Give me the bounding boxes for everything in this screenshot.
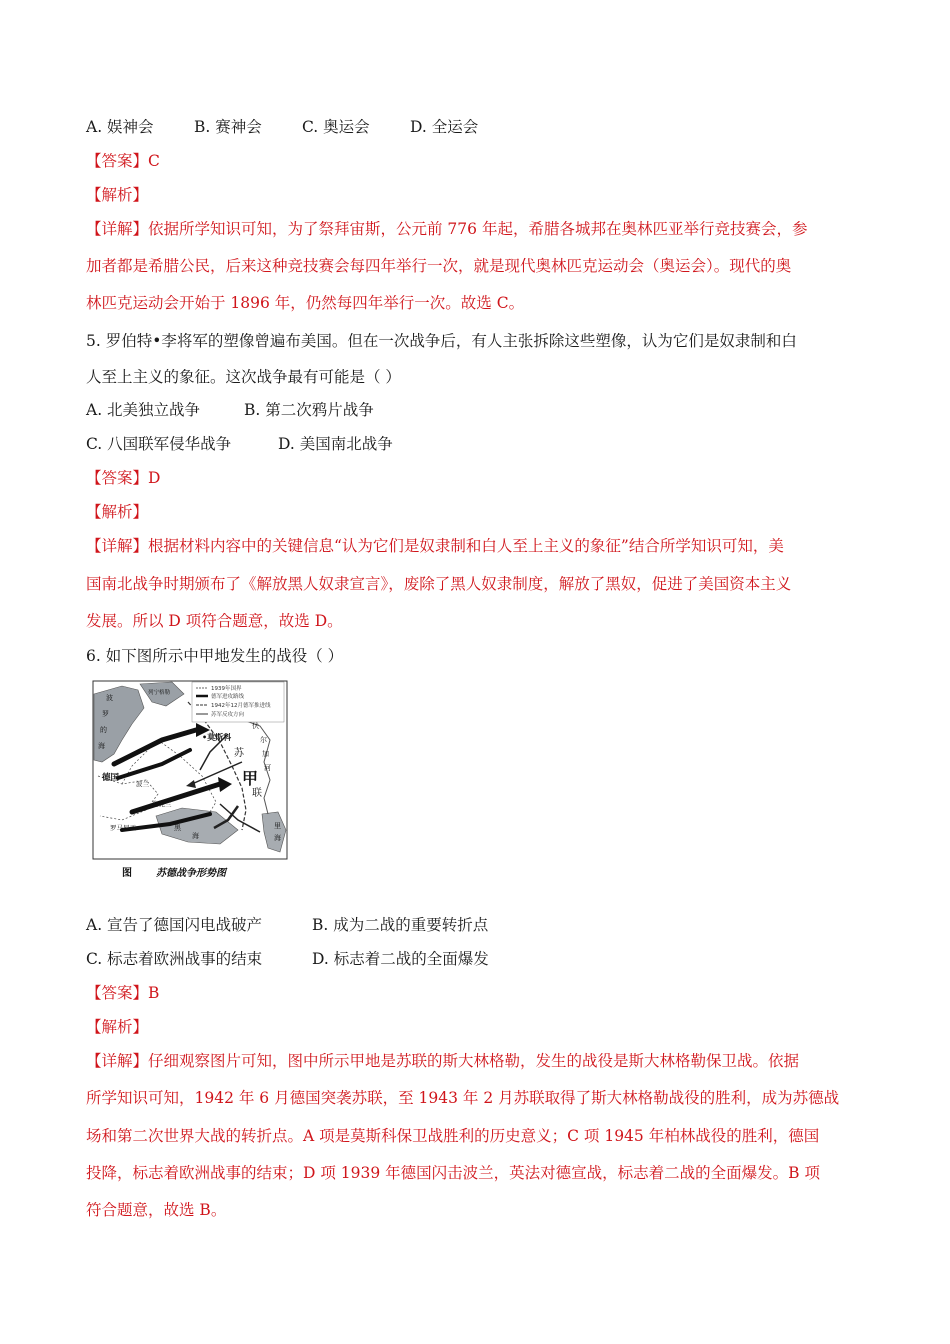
map-label-baltic-4: 海 <box>98 742 105 750</box>
map-label-caspian-2: 海 <box>274 834 281 842</box>
q5-analysis-label: 【解析】 <box>86 503 149 521</box>
q4-option-c: C. 奥运会 <box>302 118 370 136</box>
map-label-su: 苏 <box>234 748 244 759</box>
map-label-moscow: •莫斯科 <box>202 733 232 742</box>
q5-option-c: C. 八国联军侵华战争 <box>86 435 232 453</box>
map-label-baltic-1: 波 <box>106 694 113 702</box>
q6-option-a: A. 宣告了德国闪电战破产 <box>86 916 263 934</box>
q6-option-c: C. 标志着欧洲战事的结束 <box>86 950 263 968</box>
q6-detail-line-1: 【详解】仔细观察图片可知，图中所示甲地是苏联的斯大林格勒，发生的战役是斯大林格勒保卫战。依据 <box>86 1052 800 1070</box>
q4-answer: 【答案】C <box>86 152 160 170</box>
map-label-volga-2: 尔 <box>260 736 267 744</box>
map-label-caspian-1: 里 <box>274 822 281 830</box>
q6-detail-line-2: 所学知识可知，1942 年 6 月德国突袭苏联，至 1943 年 2 月苏联取得了斯大林格勒战役的胜利，成为苏德战 <box>86 1089 840 1107</box>
q4-option-d: D. 全运会 <box>410 118 479 136</box>
map-label-baltic-2: 罗 <box>102 710 109 718</box>
q4-option-a: A. 娱神会 <box>86 118 154 136</box>
map-label-blacksea-1: 黑 <box>174 824 181 832</box>
q4-detail-line-1: 【详解】依据所学知识可知，为了祭拜宙斯，公元前 776 年起，希腊各城邦在奥林匹亚举行竞技赛会，参 <box>86 220 808 238</box>
map-label-blacksea-2: 海 <box>192 832 199 840</box>
q6-option-b: B. 成为二战的重要转折点 <box>312 916 489 934</box>
q6-stem: 6. 如下图所示中甲地发生的战役（ ） <box>86 647 344 665</box>
q5-stem-line-2: 人至上主义的象征。这次战争最有可能是（ ） <box>86 368 401 386</box>
q5-detail-line-3: 发展。所以 D 项符合题意，故选 D。 <box>86 612 343 630</box>
q5-detail-line-1: 【详解】根据材料内容中的关键信息“认为它们是奴隶制和白人至上主义的象征”结合所学知识可知，美 <box>86 537 784 555</box>
q5-option-a: A. 北美独立战争 <box>86 401 201 419</box>
q4-options-row <box>86 117 478 137</box>
map-label-volga-4: 河 <box>264 764 271 772</box>
map-label-ukraine: 乌克兰 <box>152 800 172 808</box>
q5-option-b: B. 第二次鸦片战争 <box>244 401 374 419</box>
map-legend-soviet-counter: 苏军反攻方向 <box>211 712 245 718</box>
q6-options-row-2 <box>86 949 489 969</box>
map-caption-prefix: 图 <box>122 868 132 879</box>
map-legend-border: 1939年国界 <box>211 686 242 692</box>
q6-analysis-label: 【解析】 <box>86 1018 149 1036</box>
q5-stem-line-1: 5. 罗伯特•李将军的塑像曾遍布美国。但在一次战争后，有人主张拆除这些塑像，认为它们是奴隶制和白 <box>86 332 797 350</box>
q5-options-row-1 <box>86 400 374 420</box>
q6-detail-line-5: 符合题意，故选 B。 <box>86 1201 227 1219</box>
q6-option-d: D. 标志着二战的全面爆发 <box>312 950 489 968</box>
map-label-germany: 德国 <box>102 773 120 783</box>
q6-detail-line-4: 投降，标志着欧洲战事的结束；D 项 1939 年德国闪击波兰，英法对德宣战，标志着二战的全面爆发。B 项 <box>86 1164 820 1182</box>
soviet-german-war-map <box>92 680 288 885</box>
map-legend-german-attack: 德军进攻路线 <box>211 694 245 700</box>
map-label-volga-1: 伏 <box>252 722 259 730</box>
map-label-volga-3: 加 <box>262 750 269 758</box>
q4-detail-line-2: 加者都是希腊公民，后来这种竞技赛会每四年举行一次，就是现代奥林匹克运动会（奥运会）。现代的奥 <box>86 257 792 275</box>
map-label-baltic-3: 的 <box>100 726 107 734</box>
q4-option-b: B. 赛神会 <box>194 118 262 136</box>
q4-analysis-label: 【解析】 <box>86 186 149 204</box>
q6-options-row-1 <box>86 915 488 935</box>
q5-options-row-2 <box>86 434 393 454</box>
q6-answer: 【答案】B <box>86 984 160 1002</box>
map-label-leningrad: 列宁格勒 <box>148 690 171 696</box>
q5-detail-line-2: 国南北战争时期颁布了《解放黑人奴隶宣言》，废除了黑人奴隶制度，解放了黑奴，促进了美国资本主义 <box>86 575 792 593</box>
q5-answer: 【答案】D <box>86 469 161 487</box>
q6-detail-line-3: 场和第二次世界大战的转折点。A 项是莫斯科保卫战胜利的历史意义；C 项 1945 年柏林战役的胜利，德国 <box>86 1127 820 1145</box>
map-legend-german-front: 1942年12月德军推进线 <box>211 703 271 709</box>
q5-option-d: D. 美国南北战争 <box>278 435 393 453</box>
map-caption: 苏德战争形势图 <box>156 868 226 879</box>
map-label-romania: 罗马尼亚 <box>110 824 136 832</box>
map-label-jia: 甲 <box>242 769 259 788</box>
map-label-poland: 波兰 <box>136 780 149 788</box>
q4-detail-line-3: 林匹克运动会开始于 1896 年，仍然每四年举行一次。故选 C。 <box>86 294 525 312</box>
map-label-lian: 联 <box>252 788 262 799</box>
